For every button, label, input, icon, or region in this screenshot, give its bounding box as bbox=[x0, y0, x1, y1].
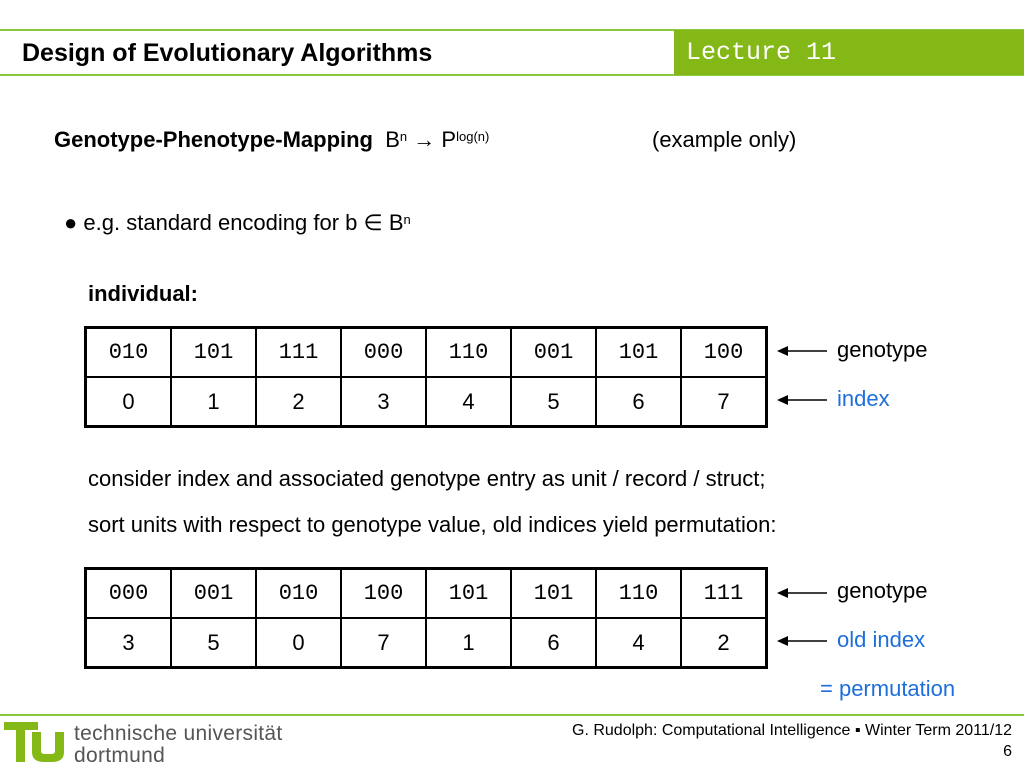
genotype-cell: 111 bbox=[681, 569, 767, 619]
index-cell: 5 bbox=[511, 377, 596, 427]
genotype-cell: 110 bbox=[426, 328, 511, 378]
genotype-cell: 101 bbox=[171, 328, 256, 378]
index-cell: 1 bbox=[171, 377, 256, 427]
heading-bold-text: Genotype-Phenotype-Mapping bbox=[54, 127, 373, 152]
page-number: 6 bbox=[1003, 743, 1012, 760]
genotype-cell: 000 bbox=[341, 328, 426, 378]
genotype-cell: 000 bbox=[86, 569, 172, 619]
genotype-cell: 100 bbox=[341, 569, 426, 619]
explanation-line-1: consider index and associated genotype entry as unit / record / struct; bbox=[88, 466, 766, 491]
genotype-cell: 001 bbox=[171, 569, 256, 619]
genotype-cell: 110 bbox=[596, 569, 681, 619]
arrow-left-icon bbox=[777, 634, 827, 648]
set-sup: n bbox=[403, 212, 411, 227]
genotype-label: genotype bbox=[837, 337, 928, 362]
genotype-row bbox=[86, 569, 767, 619]
permutation-label: = permutation bbox=[820, 676, 956, 701]
index-cell: 6 bbox=[596, 377, 681, 427]
genotype-cell: 010 bbox=[86, 328, 172, 378]
genotype-cell: 010 bbox=[256, 569, 341, 619]
university-name-line-2: dortmund bbox=[74, 744, 166, 767]
individual-table bbox=[84, 326, 768, 428]
genotype-label: genotype bbox=[837, 578, 928, 603]
genotype-cell: 111 bbox=[256, 328, 341, 378]
old-index-cell: 4 bbox=[596, 618, 681, 668]
explanation-line-2: sort units with respect to genotype value, old indices yield permutation: bbox=[88, 512, 777, 537]
lecture-badge bbox=[674, 30, 1024, 75]
bullet-text: e.g. standard encoding for b bbox=[83, 210, 358, 235]
old-index-cell: 6 bbox=[511, 618, 596, 668]
index-cell: 7 bbox=[681, 377, 767, 427]
tu-logo-icon bbox=[4, 718, 68, 766]
mapping-target: P bbox=[441, 127, 457, 152]
mapping-arrow: → bbox=[413, 127, 436, 152]
index-row bbox=[86, 377, 767, 427]
individual-label: individual: bbox=[88, 281, 198, 306]
element-of-symbol: ∈ bbox=[363, 210, 383, 235]
old-index-cell: 0 bbox=[256, 618, 341, 668]
genotype-row bbox=[86, 328, 767, 378]
old-index-row bbox=[86, 618, 767, 668]
genotype-cell: 100 bbox=[681, 328, 767, 378]
old-index-cell: 5 bbox=[171, 618, 256, 668]
index-cell: 4 bbox=[426, 377, 511, 427]
arrow-left-icon bbox=[777, 393, 827, 407]
index-cell: 0 bbox=[86, 377, 172, 427]
example-note: (example only) bbox=[652, 127, 797, 152]
mapping-base: B bbox=[385, 127, 400, 152]
footer-credit: G. Rudolph: Computational Intelligence ▪ Winter Term 2011/12 bbox=[572, 722, 1012, 739]
old-index-cell: 2 bbox=[681, 618, 767, 668]
bullet-icon: ● bbox=[64, 210, 78, 235]
mapping-target-sup: log(n) bbox=[456, 129, 490, 144]
old-index-label: old index bbox=[837, 627, 926, 652]
genotype-cell: 101 bbox=[511, 569, 596, 619]
old-index-cell: 1 bbox=[426, 618, 511, 668]
old-index-cell: 3 bbox=[86, 618, 172, 668]
index-cell: 3 bbox=[341, 377, 426, 427]
bullet-point bbox=[64, 209, 411, 237]
index-label: index bbox=[837, 386, 890, 411]
lecture-label: Lecture 11 bbox=[686, 38, 837, 67]
section-heading bbox=[54, 126, 489, 154]
genotype-cell: 001 bbox=[511, 328, 596, 378]
university-name-line-1: technische universität bbox=[74, 722, 283, 745]
genotype-cell: 101 bbox=[426, 569, 511, 619]
index-cell: 2 bbox=[256, 377, 341, 427]
old-index-cell: 7 bbox=[341, 618, 426, 668]
arrow-left-icon bbox=[777, 586, 827, 600]
sorted-table bbox=[84, 567, 768, 669]
set-symbol: B bbox=[388, 210, 404, 235]
slide-title: Design of Evolutionary Algorithms bbox=[22, 39, 433, 67]
mapping-sup: n bbox=[399, 129, 408, 144]
arrow-left-icon bbox=[777, 344, 827, 358]
footer-rule bbox=[0, 714, 1024, 716]
genotype-cell: 101 bbox=[596, 328, 681, 378]
